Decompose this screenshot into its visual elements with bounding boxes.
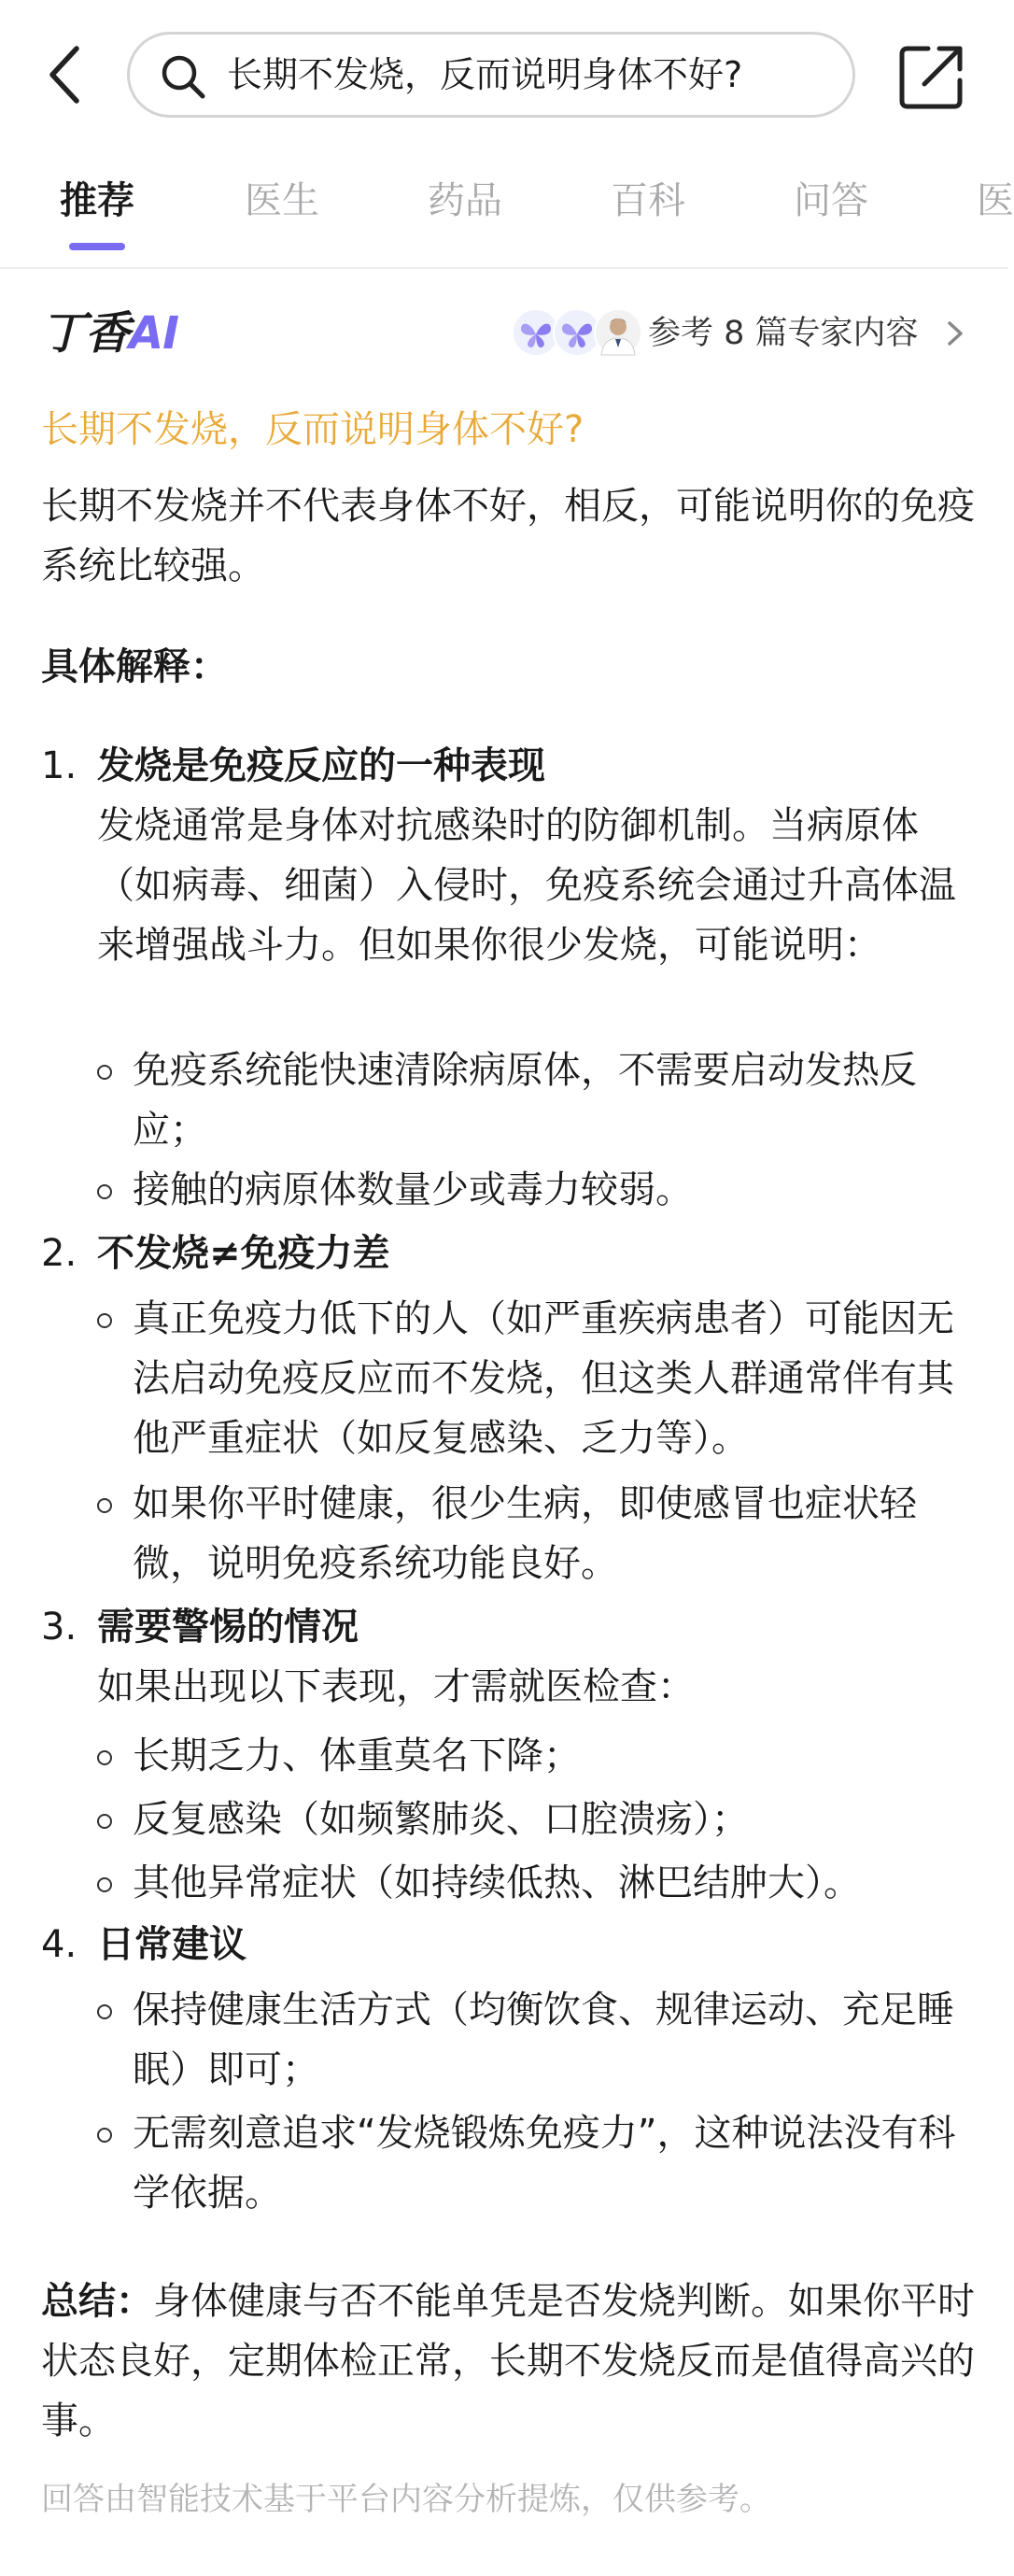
list-item: 反复感染（如频繁肺炎、口腔溃疡）； (97, 1790, 975, 1849)
summary-text: 身体健康与否不能单凭是否发烧判断。如果你平时状态良好，定期体检正常，长期不发烧反而是值得高兴的事。 (41, 2280, 975, 2442)
list-item: 保持健康生活方式（均衡饮食、规律运动、充足睡眠）即可； (97, 1980, 975, 2100)
tab-encyclopedia[interactable]: 百科 (611, 179, 685, 222)
list-number: 3. (41, 1606, 77, 1649)
chevron-right-icon (937, 316, 973, 351)
tab-recommend[interactable]: 推荐 (60, 179, 134, 222)
reference-count-text: 参考 8 篇专家内容 (648, 315, 919, 352)
list-item: 接触的病原体数量少或毒力较弱。 (97, 1160, 975, 1220)
list-item: 长期乏力、体重莫名下降； (97, 1726, 975, 1786)
list-number: 4. (41, 1923, 77, 1966)
list-item: 如果你平时健康，很少生病，即使感冒也症状轻微，说明免疫系统功能良好。 (97, 1474, 975, 1593)
summary-label: 总结： (41, 2280, 153, 2323)
search-header (0, 0, 1008, 149)
search-query-text: 长期不发烧，反而说明身体不好? (227, 54, 743, 95)
list-item: 其他异常症状（如持续低热、淋巴结肿大）。 (97, 1853, 975, 1913)
search-icon (158, 51, 208, 102)
disclaimer-footnote: 回答由智能技术基于平台内容分析提炼，仅供参考。 (41, 2481, 771, 2518)
ai-answer-header (0, 269, 1008, 400)
tab-doctor[interactable]: 医生 (245, 179, 319, 222)
item-title: 日常建议 (97, 1923, 246, 1966)
list-number: 2. (41, 1232, 77, 1275)
category-tabs (0, 149, 1014, 269)
answer-summary (41, 2272, 975, 2451)
question-title: 长期不发烧，反而说明身体不好? (41, 408, 584, 451)
item-title: 不发烧≠免疫力差 (97, 1232, 390, 1275)
share-icon (896, 41, 967, 112)
explanation-heading: 具体解释： (41, 645, 228, 688)
list-item: 真正免疫力低下的人（如严重疾病患者）可能因无法启动免疫反应而不发烧，但这类人群通常伴有其他严重症状（如反复感染、乏力等）。 (97, 1289, 975, 1468)
logo-prefix: 丁香 (41, 307, 130, 360)
item-paragraph: 如果出现以下表现，才需就医检查： (97, 1665, 695, 1708)
expert-references-link[interactable] (512, 303, 979, 364)
item-paragraph: 发烧通常是身体对抗感染时的防御机制。当病原体（如病毒、细菌）入侵时，免疫系统会通过升高体温来增强战斗力。但如果你很少发烧，可能说明： (97, 804, 956, 967)
list-item: 免疫系统能快速清除病原体，不需要启动发热反应； (97, 1040, 975, 1160)
butterfly-icon (514, 310, 558, 355)
list-number: 1. (41, 744, 77, 787)
tab-more-partial[interactable]: 医 (977, 179, 1014, 222)
dingxiang-ai-logo (41, 301, 178, 366)
logo-suffix: AI (129, 307, 179, 360)
answer-intro: 长期不发烧并不代表身体不好，相反，可能说明你的免疫系统比较强。 (41, 485, 975, 587)
doctor-avatar-icon (596, 310, 641, 355)
butterfly-icon (555, 310, 599, 355)
share-button[interactable] (896, 41, 967, 112)
list-item: 无需刻意追求“发烧锻炼免疫力”，这种说法没有科学依据。 (97, 2103, 975, 2223)
expert-avatar (594, 308, 642, 357)
item-title: 需要警惕的情况 (97, 1606, 359, 1649)
back-button[interactable] (28, 34, 103, 116)
active-tab-indicator (69, 243, 125, 250)
tab-qa[interactable]: 问答 (794, 179, 868, 222)
chevron-left-icon (28, 34, 103, 116)
item-title: 发烧是免疫反应的一种表现 (97, 744, 545, 787)
tab-medicine[interactable]: 药品 (428, 179, 502, 222)
search-input[interactable] (127, 32, 855, 118)
